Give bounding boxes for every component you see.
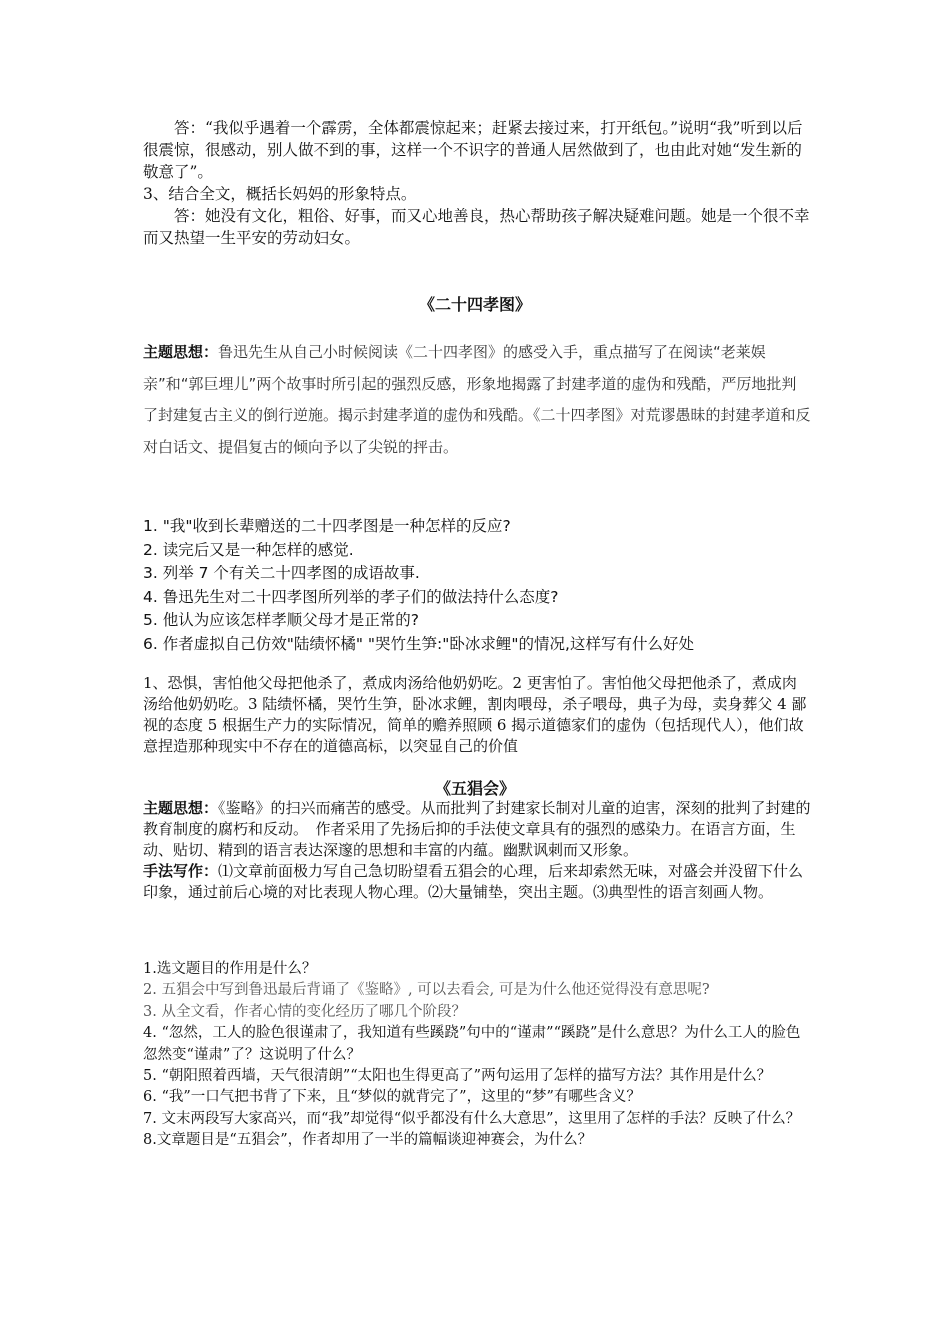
ershisi-theme bbox=[143, 337, 811, 463]
method-text: ⑴文章前面极力写自己急切盼望看五猖会的心理，后来却索然无味，对盛会并没留下什么印象，通过前后心境的对比表现人物心理。⑵大量铺垫，突出主题。⑶典型性的语言刻画人物。 bbox=[143, 862, 804, 901]
theme-paragraph bbox=[143, 798, 811, 861]
list-item: 5. 他认为应该怎样孝顺父母才是正常的? bbox=[143, 611, 419, 630]
list-item: 5. “朝阳照着西墙，天气很清朗”“太阳也生得更高了”两句运用了怎样的描写方法？其作用是什么？ bbox=[143, 1068, 772, 1085]
ershisi-question-list bbox=[143, 515, 811, 657]
theme-text: 《鉴略》的扫兴而痛苦的感受。从而批判了封建家长制对儿童的迫害，深刻的批判了封建的教育制度的腐朽和反动。 作者采用了先扬后抑的手法使文章具有的强烈的感染力。在语言方面，生动、贴切、精到的语言表达深邃的思想和丰富的内蕴。幽默讽刺而又形象。 bbox=[143, 799, 811, 859]
changmama-section bbox=[143, 117, 811, 249]
answer-3: 答：她没有文化，粗俗、好事，而又心地善良，热心帮助孩子解决疑难问题。她是一个很不幸而又热望一生平安的劳动妇女。 bbox=[143, 207, 810, 247]
list-item: 2. 五猖会中写到鲁迅最后背诵了《鉴略》, 可以去看会, 可是为什么他还觉得没有意思呢? bbox=[143, 982, 710, 999]
list-item: 4. “忽然，工人的脸色很谨肃了，我知道有些蹊跷”句中的“谨肃”“蹊跷”是什么意思？为什么工人的脸色忽然变“谨肃”了？这说明了什么？ bbox=[143, 1025, 801, 1063]
ershisi-title: 《二十四孝图》 bbox=[418, 295, 531, 314]
list-item: 6. 作者虚拟自己仿效"陆绩怀橘" "哭竹生笋:"卧冰求鲤"的情况,这样写有什么好处 bbox=[143, 634, 694, 653]
list-item: 7. 文末两段写大家高兴，而“我”却觉得“似乎都没有什么大意思”，这里用了怎样的手法？反映了什么？ bbox=[143, 1110, 801, 1127]
list-item: 6. “我”一口气把书背了下来，且“梦似的就背完了”，这里的“梦”有哪些含义？ bbox=[143, 1089, 641, 1106]
wuchanghui-question-list bbox=[143, 959, 811, 1152]
list-item: 3. 列举 7 个有关二十四孝图的成语故事. bbox=[143, 564, 420, 583]
list-item: 8.文章题目是“五猖会”，作者却用了一半的篇幅谈迎神赛会，为什么？ bbox=[143, 1132, 593, 1149]
list-item: 3. 从全文看，作者心情的变化经历了哪几个阶段？ bbox=[143, 1003, 466, 1020]
wuchanghui-title: 《五猖会》 bbox=[434, 779, 515, 798]
list-item: 1.选文题目的作用是什么？ bbox=[143, 961, 317, 977]
theme-label: 主题思想： bbox=[143, 799, 219, 817]
method-paragraph bbox=[143, 861, 811, 903]
question-3: 3、结合全文，概括长妈妈的形象特点。 bbox=[143, 185, 417, 203]
wuchanghui-theme bbox=[143, 798, 811, 903]
list-item: 4. 鲁迅先生对二十四孝图所列举的孝子们的做法持什么态度? bbox=[143, 587, 559, 606]
list-item: 1. "我"收到长辈赠送的二十四孝图是一种怎样的反应? bbox=[143, 517, 511, 535]
method-label: 手法写作： bbox=[143, 862, 219, 880]
answer-paragraph: 答：“我似乎遇着一个霹雳，全体都震惊起来；赶紧去接过来，打开纸包。”说明“我”听到以后很震惊，很感动，别人做不到的事，这样一个不识字的普通人居然做到了，也由此对她“发生新的敬意了”。 bbox=[143, 119, 803, 181]
list-item: 2. 读完后又是一种怎样的感觉. bbox=[143, 540, 354, 559]
theme-label: 主题思想： bbox=[143, 343, 219, 361]
ershisi-answers: 1、恐惧，害怕他父母把他杀了，煮成肉汤给他奶奶吃。2 更害怕了。害怕他父母把他杀了，煮成肉汤给他奶奶吃。3 陆绩怀橘，哭竹生笋，卧冰求鲤，割肉喂母，杀子喂母，典子为母，卖身葬父 4 鄙视的态度 5 根据生产力的实际情况，简单的赡养照顾 6 揭示道德家们的虚伪（包括现代人），他们故意捏造那种现实中不存在的道德高标，以突显自己的价值 bbox=[143, 674, 807, 755]
theme-text: 鲁迅先生从自己小时候阅读《二十四孝图》的感受入手，重点描写了在阅读“老莱娱亲”和“郭巨埋儿”两个故事时所引起的强烈反感，形象地揭露了封建孝道的虚伪和残酷，严厉地批判了封建复古主义的倒行逆施。揭示封建孝道的虚伪和残酷。《二十四孝图》对荒谬愚昧的封建孝道和反对白话文、提倡复古的倾向予以了尖锐的抨击。 bbox=[143, 343, 811, 456]
